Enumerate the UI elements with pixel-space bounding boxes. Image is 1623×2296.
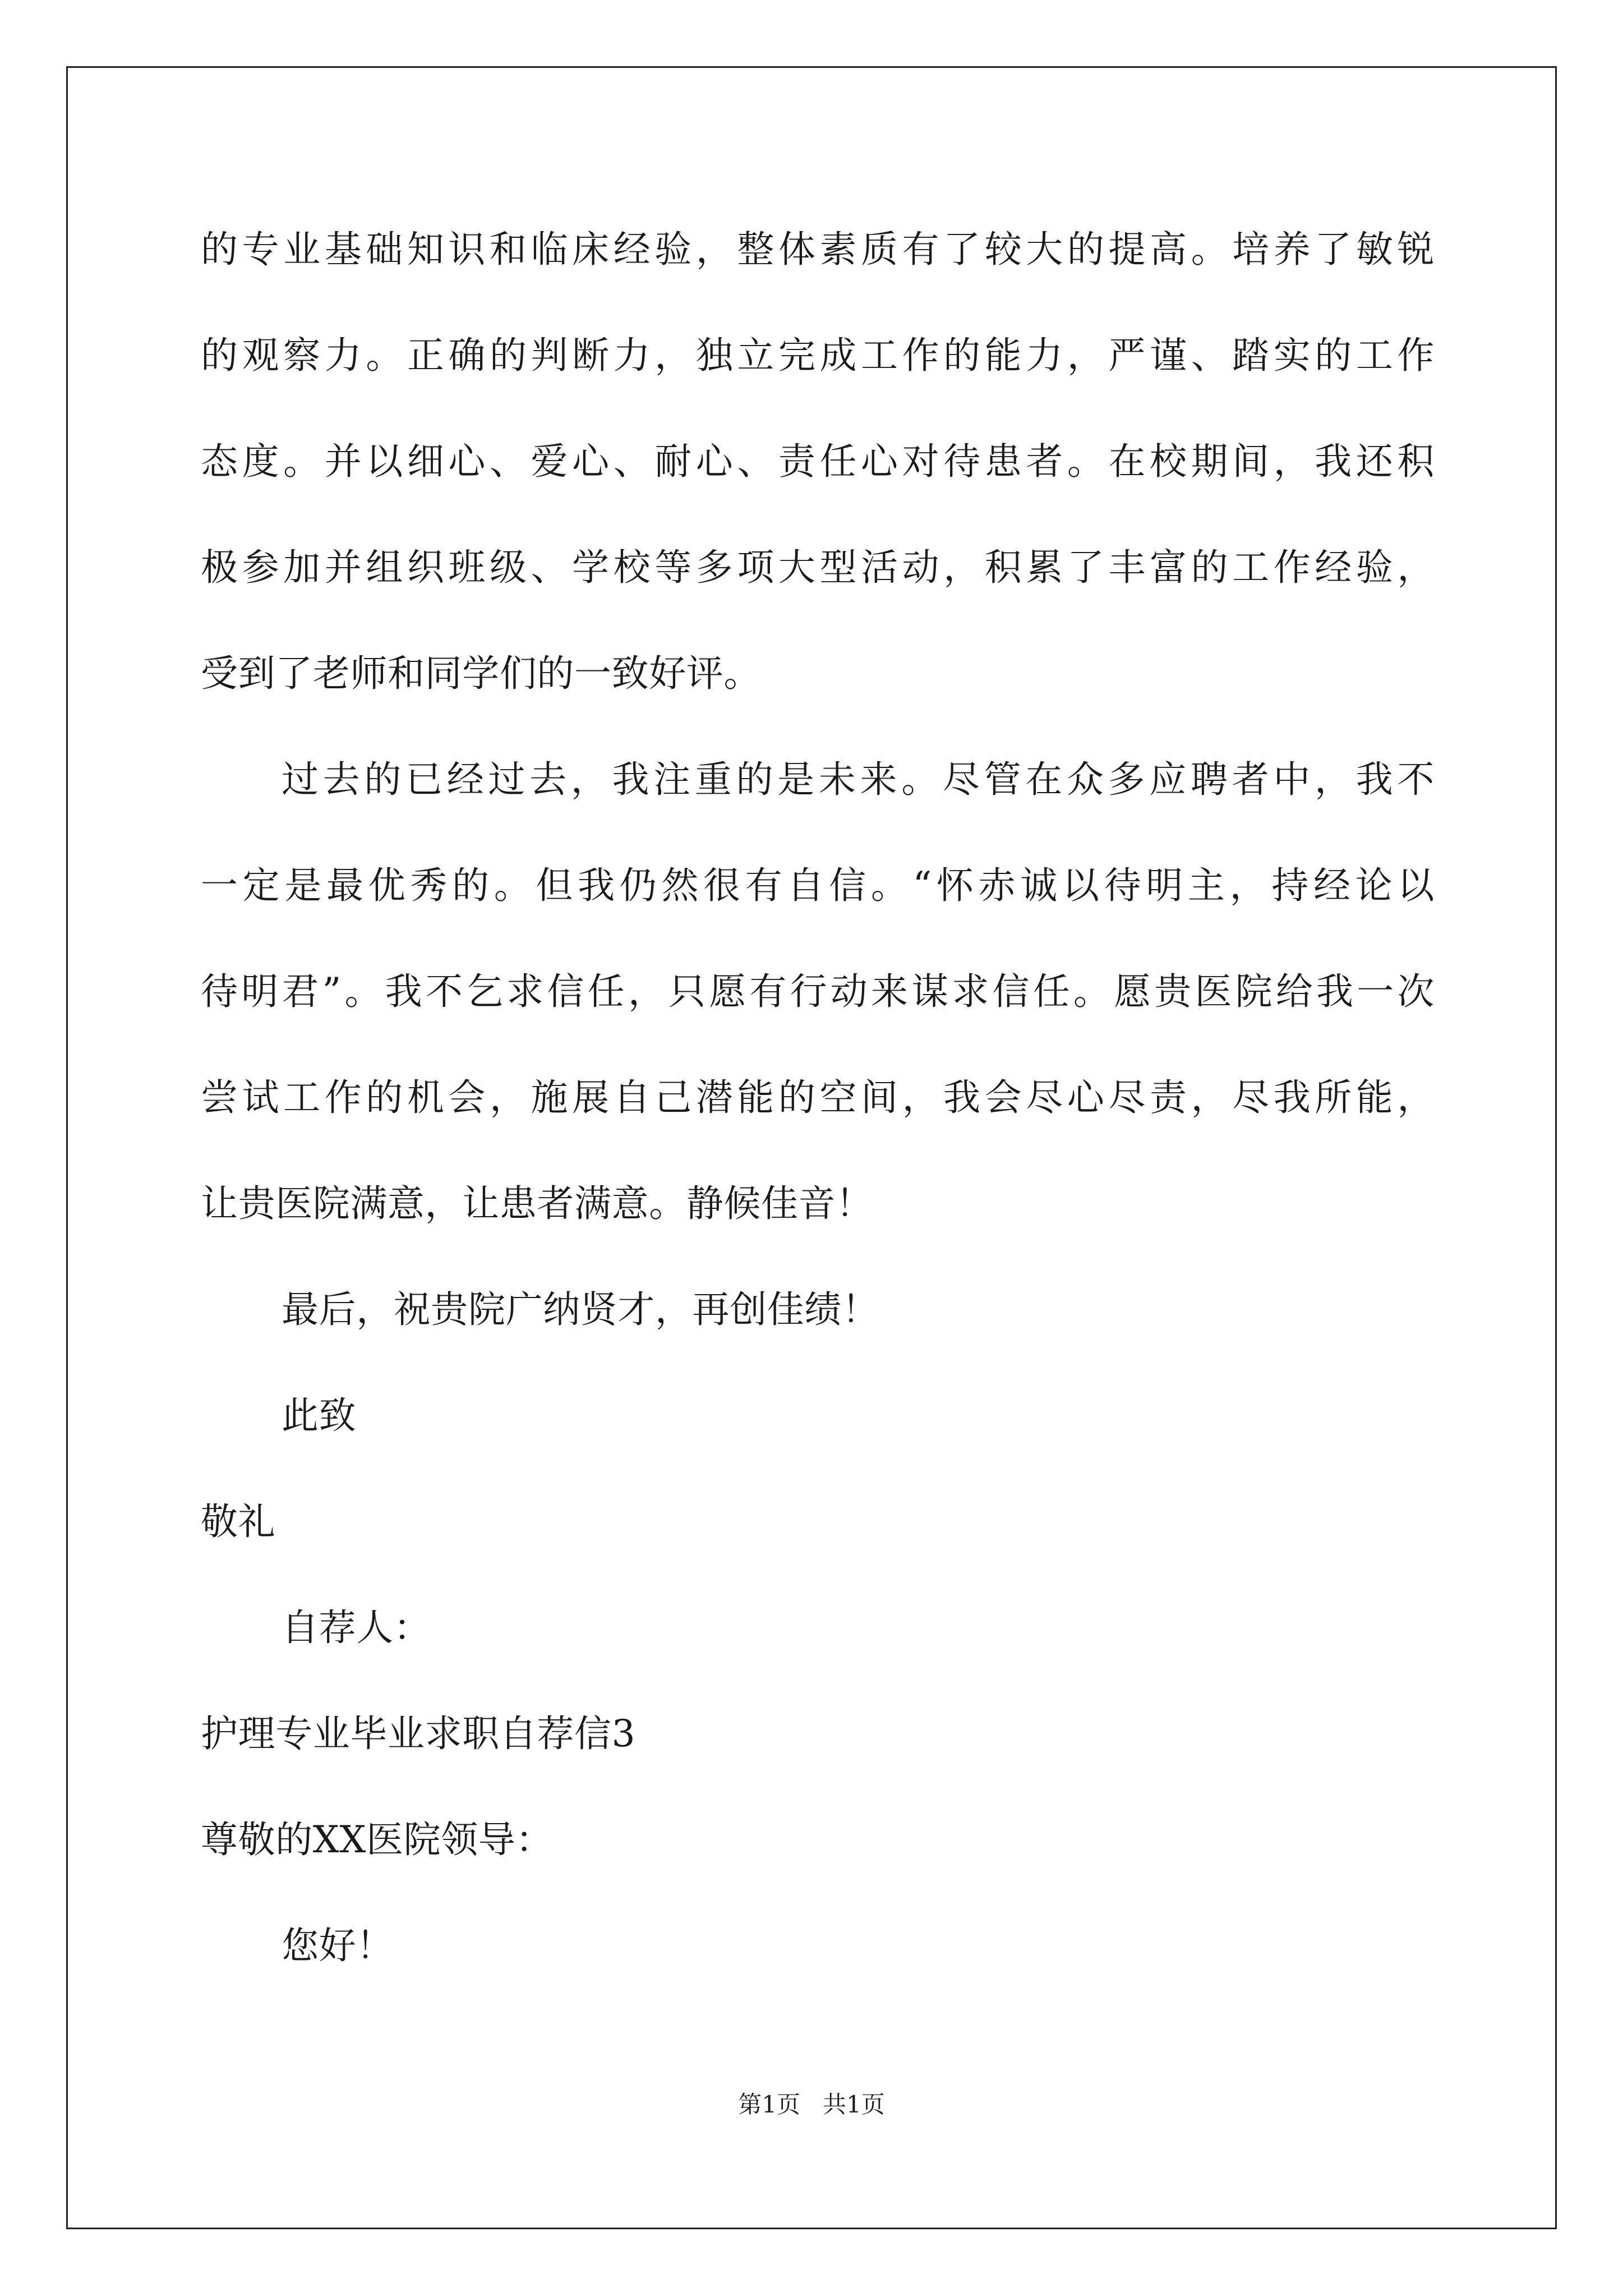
body-text-line: 受到了老师和同学们的一致好评。 — [201, 652, 761, 695]
section-heading: 护理专业毕业求职自荐信3 — [201, 1712, 636, 1755]
signature-label: 自荐人： — [282, 1606, 431, 1649]
letter-greeting: 您好！ — [282, 1924, 394, 1967]
salutation-cizhi: 此致 — [282, 1394, 357, 1437]
paragraph-first-line: 过去的已经过去，我注重的是未来。尽管在众多应聘者中，我不 — [282, 758, 1435, 801]
salutation-jingli: 敬礼 — [201, 1500, 276, 1543]
letter-recipient: 尊敬的XX医院领导： — [201, 1818, 553, 1861]
body-text-line: 一定是最优秀的。但我仍然很有自信。“怀赤诚以待明主，持经论以 — [201, 864, 1435, 907]
body-text-line: 尝试工作的机会，施展自己潜能的空间，我会尽心尽责，尽我所能， — [201, 1076, 1435, 1119]
body-text-line: 态度。并以细心、爱心、耐心、责任心对待患者。在校期间，我还积 — [201, 440, 1435, 483]
body-text-line: 让贵医院满意，让患者满意。静候佳音！ — [201, 1182, 873, 1225]
body-text-line: 待明君”。我不乞求信任，只愿有行动来谋求信任。愿贵医院给我一次 — [201, 970, 1435, 1013]
body-text-line: 的观察力。正确的判断力，独立完成工作的能力，严谨、踏实的工作 — [201, 334, 1435, 377]
page-frame — [66, 66, 1557, 2229]
body-text-line: 极参加并组织班级、学校等多项大型活动，积累了丰富的工作经验， — [201, 546, 1435, 589]
page-footer: 第1页 共1页 — [738, 2091, 885, 2118]
closing-wish: 最后，祝贵院广纳贤才，再创佳绩！ — [282, 1288, 879, 1331]
body-text-line: 的专业基础知识和临床经验，整体素质有了较大的提高。培养了敏锐 — [201, 228, 1435, 271]
